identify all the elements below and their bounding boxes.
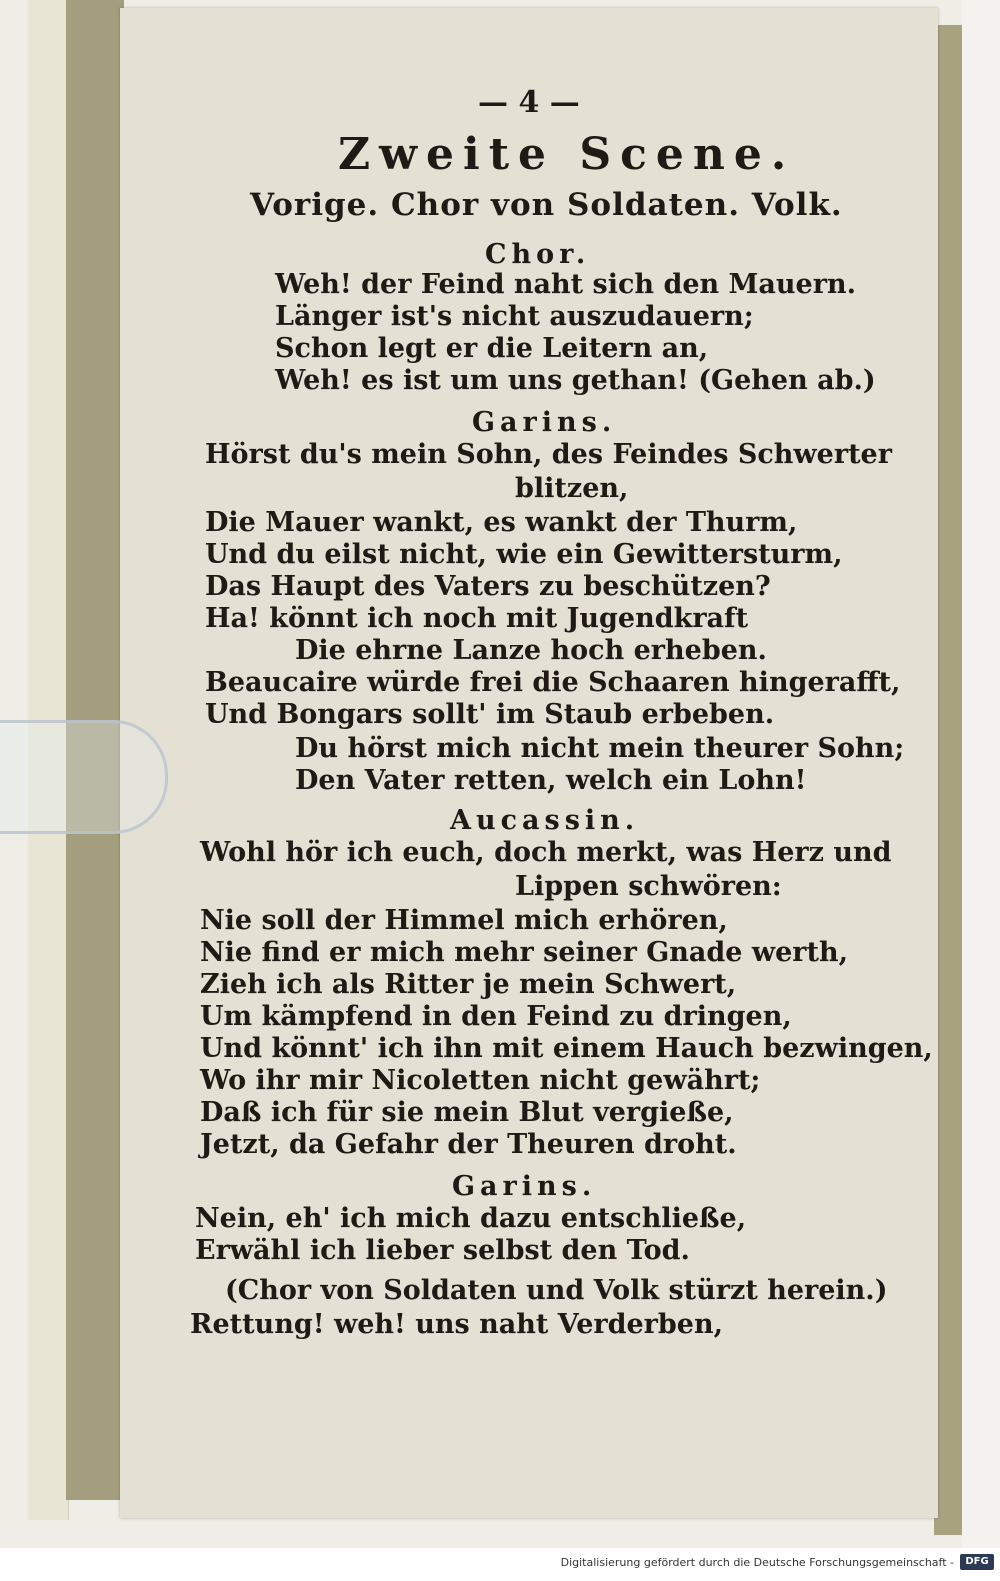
dfg-logo-icon: DFG [960,1554,994,1570]
verse-line: Rettung! weh! uns naht Verderben, [190,1309,723,1340]
verse-line: Und Bongars sollt' im Staub erbeben. [205,699,775,730]
speaker-name: Garins. [452,1171,597,1202]
verse-line: Nie soll der Himmel mich erhören, [200,905,728,936]
verse-line: Hörst du's mein Sohn, des Feindes Schwerter [205,439,892,470]
verse-line: Du hörst mich nicht mein theurer Sohn; [295,733,905,764]
verse-line: Länger ist's nicht auszudauern; [275,301,754,332]
verse-line: Daß ich für sie mein Blut vergieße, [200,1097,734,1128]
funding-credit: Digitalisierung gefördert durch die Deutsche Forschungsgemeinschaft - [560,1556,954,1569]
verse-line: Wohl hör ich euch, doch merkt, was Herz und [200,837,892,868]
verse-line: Weh! es ist um uns gethan! (Gehen ab.) [275,365,876,396]
book-board-right [934,25,964,1535]
scene-title: Zweite Scene. [338,129,796,180]
verse-line: Die ehrne Lanze hoch erheben. [295,635,767,666]
book-page [120,8,938,1518]
verse-line: Erwähl ich lieber selbst den Tod. [195,1235,690,1266]
speaker-name: Chor. [485,239,591,270]
verse-line: Den Vater retten, welch ein Lohn! [295,765,807,796]
verse-line: Wo ihr mir Nicoletten nicht gewährt; [200,1065,761,1096]
verse-line: Nein, eh' ich mich dazu entschließe, [195,1203,747,1234]
verse-line: Schon legt er die Leitern an, [275,333,709,364]
verse-line: Und könnt' ich ihn mit einem Hauch bezwingen, [200,1033,933,1064]
verse-line: Jetzt, da Gefahr der Theuren droht. [200,1129,737,1160]
page-number: — 4 — [478,85,580,120]
verse-line: Und du eilst nicht, wie ein Gewittersturm, [205,539,843,570]
stage-direction: (Chor von Soldaten und Volk stürzt herein.) [225,1275,888,1306]
verse-line: Die Mauer wankt, es wankt der Thurm, [205,507,798,538]
paper-clip [0,720,168,834]
scene-characters: Vorige. Chor von Soldaten. Volk. [250,187,843,223]
book-edge-right [962,0,1000,1548]
verse-line: Ha! könnt ich noch mit Jugendkraft [205,603,749,634]
verse-line: Beaucaire würde frei die Schaaren hingerafft, [205,667,901,698]
verse-line: Um kämpfend in den Feind zu dringen, [200,1001,792,1032]
verse-line: Weh! der Feind naht sich den Mauern. [275,269,856,300]
verse-line: Lippen schwören: [515,871,782,902]
speaker-name: Garins. [472,407,617,438]
verse-line: blitzen, [515,473,629,504]
verse-line: Nie find er mich mehr seiner Gnade werth, [200,937,849,968]
verse-line: Zieh ich als Ritter je mein Schwert, [200,969,737,1000]
footer-bar [0,1548,1000,1581]
verse-line: Das Haupt des Vaters zu beschützen? [205,571,771,602]
page-text [120,8,938,1518]
speaker-name: Aucassin. [450,805,640,836]
